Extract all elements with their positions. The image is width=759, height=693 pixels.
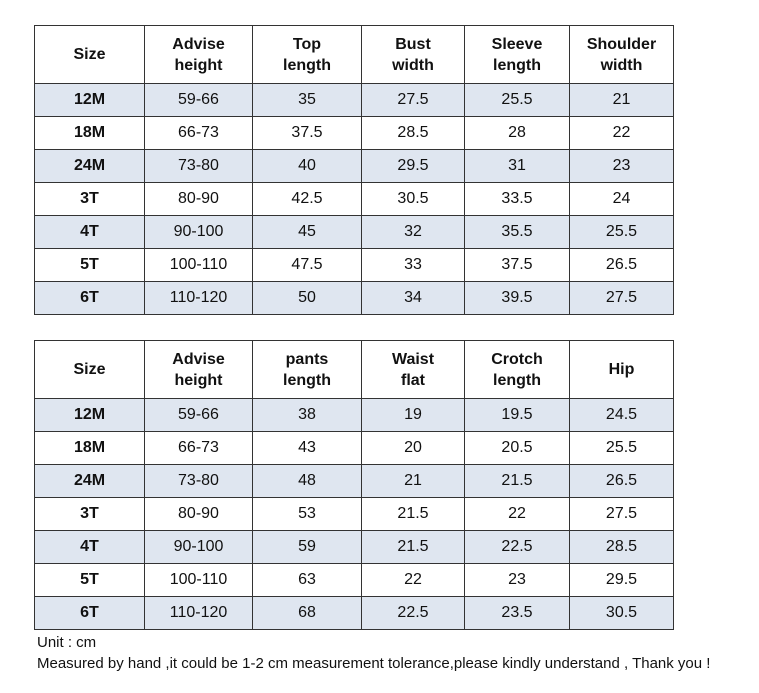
top-table-body [35,84,674,315]
header-top-length: Top length [253,26,362,84]
table-cell: 27.5 [570,498,674,531]
table-cell: 37.5 [465,249,570,282]
table-cell: 25.5 [465,84,570,117]
size-cell: 3T [35,183,145,216]
table-cell: 59-66 [145,84,253,117]
header-shoulder-width: Shoulder width [570,26,674,84]
size-cell: 18M [35,432,145,465]
bottom-size-table [34,340,674,630]
header-advise-height: Advise height [145,26,253,84]
header-waist-flat: Waist flat [362,341,465,399]
table-cell: 23.5 [465,597,570,630]
table-cell: 23 [570,150,674,183]
table-cell: 22 [465,498,570,531]
table-cell: 80-90 [145,498,253,531]
table-cell: 66-73 [145,432,253,465]
table-cell: 35 [253,84,362,117]
table-cell: 73-80 [145,465,253,498]
table-cell: 90-100 [145,531,253,564]
table-cell: 28.5 [570,531,674,564]
table-row [35,531,674,564]
table-cell: 22.5 [362,597,465,630]
top-size-table [34,25,674,315]
table-cell: 73-80 [145,150,253,183]
table-row [35,597,674,630]
table-cell: 42.5 [253,183,362,216]
table-cell: 31 [465,150,570,183]
table-cell: 39.5 [465,282,570,315]
table-cell: 53 [253,498,362,531]
table-cell: 29.5 [362,150,465,183]
table-cell: 30.5 [570,597,674,630]
table-cell: 21.5 [465,465,570,498]
table-cell: 110-120 [145,282,253,315]
size-cell: 4T [35,216,145,249]
table-cell: 21.5 [362,531,465,564]
table-row [35,216,674,249]
table-cell: 25.5 [570,432,674,465]
table-cell: 22.5 [465,531,570,564]
table-cell: 59 [253,531,362,564]
table-cell: 50 [253,282,362,315]
unit-note: Unit : cm [37,634,97,651]
table-cell: 48 [253,465,362,498]
table-cell: 27.5 [570,282,674,315]
size-cell: 6T [35,282,145,315]
size-cell: 18M [35,117,145,150]
notes [37,632,710,674]
table-row [35,84,674,117]
table-cell: 22 [362,564,465,597]
table-cell: 38 [253,399,362,432]
table-cell: 26.5 [570,465,674,498]
table-cell: 21.5 [362,498,465,531]
table-cell: 24.5 [570,399,674,432]
table-cell: 21 [362,465,465,498]
table-cell: 26.5 [570,249,674,282]
table-cell: 22 [570,117,674,150]
table-cell: 43 [253,432,362,465]
table-row [35,183,674,216]
table-row [35,150,674,183]
header-hip: Hip [570,341,674,399]
table-row [35,249,674,282]
table-cell: 20.5 [465,432,570,465]
table-cell: 100-110 [145,249,253,282]
table-cell: 33 [362,249,465,282]
table-cell: 63 [253,564,362,597]
top-table-header-row [35,26,674,84]
size-cell: 24M [35,465,145,498]
table-cell: 59-66 [145,399,253,432]
table-row [35,117,674,150]
table-row [35,465,674,498]
table-cell: 19 [362,399,465,432]
table-cell: 33.5 [465,183,570,216]
table-row [35,399,674,432]
size-cell: 24M [35,150,145,183]
table-cell: 32 [362,216,465,249]
table-cell: 34 [362,282,465,315]
table-cell: 40 [253,150,362,183]
table-cell: 100-110 [145,564,253,597]
table-row [35,564,674,597]
size-cell: 3T [35,498,145,531]
header-bust-width: Bust width [362,26,465,84]
header-advise-height: Advise height [145,341,253,399]
table-cell: 66-73 [145,117,253,150]
table-row [35,282,674,315]
table-cell: 37.5 [253,117,362,150]
table-cell: 29.5 [570,564,674,597]
table-cell: 30.5 [362,183,465,216]
size-cell: 12M [35,399,145,432]
header-pants-length: pants length [253,341,362,399]
size-cell: 5T [35,249,145,282]
size-cell: 12M [35,84,145,117]
size-cell: 6T [35,597,145,630]
table-cell: 80-90 [145,183,253,216]
table-cell: 47.5 [253,249,362,282]
table-cell: 21 [570,84,674,117]
bottom-table-body [35,399,674,630]
table-cell: 23 [465,564,570,597]
tolerance-note: Measured by hand ,it could be 1-2 cm measurement tolerance,please kindly understand , Thank you ! [37,655,711,672]
table-cell: 20 [362,432,465,465]
size-cell: 5T [35,564,145,597]
table-cell: 90-100 [145,216,253,249]
table-cell: 68 [253,597,362,630]
bottom-table-header-row [35,341,674,399]
table-cell: 24 [570,183,674,216]
table-cell: 28.5 [362,117,465,150]
table-cell: 110-120 [145,597,253,630]
header-crotch-length: Crotch length [465,341,570,399]
table-cell: 28 [465,117,570,150]
header-size: Size [35,26,145,84]
table-cell: 19.5 [465,399,570,432]
table-cell: 45 [253,216,362,249]
table-cell: 35.5 [465,216,570,249]
table-row [35,498,674,531]
header-sleeve-length: Sleeve length [465,26,570,84]
table-cell: 27.5 [362,84,465,117]
header-size: Size [35,341,145,399]
table-row [35,432,674,465]
table-cell: 25.5 [570,216,674,249]
size-cell: 4T [35,531,145,564]
